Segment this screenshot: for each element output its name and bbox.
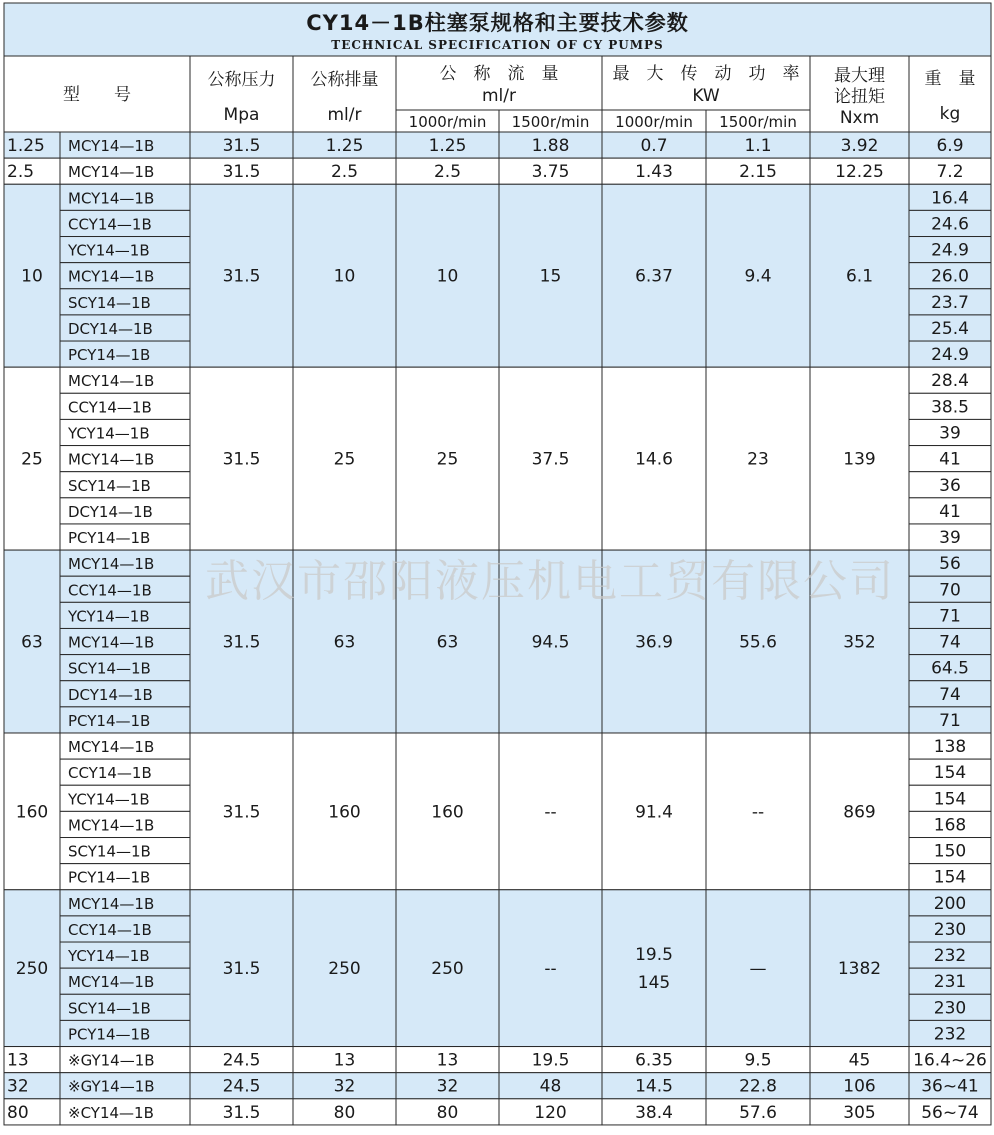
model-name: CCY14—1B bbox=[68, 764, 152, 783]
displacement-value: 1.25 bbox=[325, 136, 364, 157]
displacement-value: 13 bbox=[333, 1050, 356, 1071]
size-value: 80 bbox=[7, 1102, 29, 1123]
size-value: 13 bbox=[7, 1050, 29, 1071]
weight-value: 64.5 bbox=[931, 658, 969, 679]
table-body bbox=[4, 132, 991, 1125]
weight-value: 230 bbox=[933, 998, 967, 1019]
flow-1500-value: 48 bbox=[539, 1076, 562, 1097]
header-flow-1000: 1000r/min bbox=[408, 113, 487, 131]
model-name: MCY14—1B bbox=[68, 555, 155, 574]
torque-value: 6.1 bbox=[845, 266, 874, 287]
pressure-value: 31.5 bbox=[222, 449, 261, 470]
weight-value: 6.9 bbox=[936, 136, 964, 157]
torque-value: 12.25 bbox=[835, 162, 884, 183]
displacement-value: 32 bbox=[333, 1076, 356, 1097]
model-name: YCY14—1B bbox=[68, 947, 150, 966]
power-1500-value: 9.5 bbox=[744, 1050, 772, 1071]
torque-value: 352 bbox=[843, 632, 876, 653]
weight-value: 231 bbox=[933, 972, 967, 993]
pressure-value: 31.5 bbox=[222, 632, 261, 653]
weight-value: 41 bbox=[939, 449, 961, 470]
flow-1000-value: 13 bbox=[436, 1050, 459, 1071]
table-header bbox=[4, 56, 991, 132]
power-1000-value: 1.43 bbox=[635, 162, 673, 183]
power-1000-value-2: 145 bbox=[637, 973, 671, 994]
weight-value: 39 bbox=[939, 528, 961, 549]
weight-value: 56~74 bbox=[921, 1102, 979, 1123]
size-value: 1.25 bbox=[7, 136, 45, 157]
flow-1000-value: 32 bbox=[436, 1076, 459, 1097]
weight-value: 230 bbox=[933, 919, 967, 940]
model-name: ※GY14—1B bbox=[68, 1077, 155, 1096]
model-name: DCY14—1B bbox=[68, 502, 153, 521]
weight-value: 25.4 bbox=[931, 318, 969, 339]
weight-value: 16.4 bbox=[931, 188, 969, 209]
torque-value: 3.92 bbox=[840, 136, 879, 157]
header-torque-line1: 最大理 bbox=[834, 66, 885, 86]
header-torque-line2: 论扭矩 bbox=[834, 87, 885, 107]
model-name: MCY14—1B bbox=[68, 816, 155, 835]
size-value: 25 bbox=[21, 449, 43, 470]
header-displacement-unit: ml/r bbox=[327, 105, 362, 125]
model-name: MCY14—1B bbox=[68, 189, 155, 208]
model-name: MCY14—1B bbox=[68, 163, 155, 182]
weight-value: 16.4~26 bbox=[913, 1050, 987, 1071]
pressure-value: 31.5 bbox=[222, 959, 261, 980]
header-flow-1500: 1500r/min bbox=[511, 113, 590, 131]
model-name: CCY14—1B bbox=[68, 215, 152, 234]
flow-1500-value: -- bbox=[544, 959, 557, 980]
power-1500-value: 1.1 bbox=[744, 136, 772, 157]
weight-value: 150 bbox=[933, 841, 967, 862]
weight-value: 41 bbox=[939, 501, 961, 522]
power-1000-value: 0.7 bbox=[640, 136, 668, 157]
model-name: CCY14—1B bbox=[68, 920, 152, 939]
model-name: YCY14—1B bbox=[68, 607, 150, 626]
torque-value: 106 bbox=[843, 1076, 876, 1097]
pressure-value: 31.5 bbox=[222, 1102, 261, 1123]
power-1000-cell bbox=[602, 890, 706, 1047]
model-name: CCY14—1B bbox=[68, 398, 152, 417]
weight-value: 24.9 bbox=[931, 345, 969, 366]
size-value: 2.5 bbox=[7, 162, 35, 183]
pressure-value: 31.5 bbox=[222, 266, 261, 287]
header-power-1500: 1500r/min bbox=[719, 113, 797, 131]
torque-value: 1382 bbox=[837, 959, 882, 980]
model-name: YCY14—1B bbox=[68, 241, 150, 260]
power-1500-value: 22.8 bbox=[739, 1076, 777, 1097]
displacement-value: 25 bbox=[333, 449, 356, 470]
weight-value: 71 bbox=[939, 710, 961, 731]
weight-value: 232 bbox=[933, 1024, 967, 1045]
power-1000-value: 91.4 bbox=[635, 802, 673, 823]
model-name: PCY14—1B bbox=[68, 711, 151, 730]
weight-value: 154 bbox=[933, 789, 967, 810]
weight-value: 74 bbox=[939, 632, 961, 653]
header-model: 型 号 bbox=[63, 85, 131, 105]
displacement-value: 250 bbox=[328, 959, 361, 980]
flow-1000-value: 63 bbox=[436, 632, 459, 653]
model-name: MCY14—1B bbox=[68, 894, 155, 913]
power-1000-value: 14.5 bbox=[635, 1076, 673, 1097]
torque-value: 305 bbox=[843, 1102, 876, 1123]
flow-1500-value: 120 bbox=[534, 1102, 567, 1123]
flow-1000-value: 250 bbox=[431, 959, 464, 980]
power-1000-value: 19.5 bbox=[635, 945, 673, 966]
displacement-value: 160 bbox=[328, 802, 361, 823]
weight-value: 28.4 bbox=[931, 371, 969, 392]
header-torque-unit: Nxm bbox=[839, 108, 880, 128]
model-name: SCY14—1B bbox=[68, 659, 151, 678]
weight-value: 23.7 bbox=[931, 292, 969, 313]
table-subtitle: TECHNICAL SPECIFICATION OF CY PUMPS bbox=[331, 38, 664, 52]
pressure-value: 31.5 bbox=[222, 162, 261, 183]
header-power: 最 大 传 动 功 率 bbox=[612, 64, 800, 84]
weight-value: 138 bbox=[933, 737, 967, 758]
model-name: MCY14—1B bbox=[68, 973, 155, 992]
model-name: MCY14—1B bbox=[68, 372, 155, 391]
power-1500-value: — bbox=[749, 959, 767, 980]
size-value: 160 bbox=[15, 802, 49, 823]
model-name: YCY14—1B bbox=[68, 790, 150, 809]
header-pressure-unit: Mpa bbox=[223, 105, 260, 125]
table-title: CY14－1B柱塞泵规格和主要技术参数 bbox=[306, 11, 689, 35]
weight-value: 168 bbox=[933, 815, 967, 836]
size-value: 63 bbox=[21, 632, 43, 653]
displacement-value: 80 bbox=[333, 1102, 356, 1123]
flow-1500-value: 1.88 bbox=[531, 136, 570, 157]
model-name: MCY14—1B bbox=[68, 267, 155, 286]
header-flow: 公 称 流 量 bbox=[439, 64, 559, 84]
pressure-value: 31.5 bbox=[222, 136, 261, 157]
model-name: PCY14—1B bbox=[68, 1025, 151, 1044]
pressure-value: 24.5 bbox=[222, 1076, 261, 1097]
size-value: 10 bbox=[21, 266, 43, 287]
displacement-value: 2.5 bbox=[330, 162, 359, 183]
power-1000-value: 38.4 bbox=[635, 1102, 673, 1123]
model-name: MCY14—1B bbox=[68, 137, 155, 156]
power-1500-value: 55.6 bbox=[739, 632, 777, 653]
weight-value: 39 bbox=[939, 423, 961, 444]
model-name: SCY14—1B bbox=[68, 476, 151, 495]
power-1000-value: 14.6 bbox=[635, 449, 673, 470]
model-name: SCY14—1B bbox=[68, 842, 151, 861]
size-value: 32 bbox=[7, 1076, 29, 1097]
flow-1500-value: 19.5 bbox=[531, 1050, 570, 1071]
model-name: MCY14—1B bbox=[68, 633, 155, 652]
torque-value: 45 bbox=[848, 1050, 871, 1071]
flow-1000-value: 10 bbox=[436, 266, 459, 287]
flow-1000-value: 80 bbox=[436, 1102, 459, 1123]
weight-value: 24.6 bbox=[931, 214, 969, 235]
flow-1000-value: 2.5 bbox=[433, 162, 462, 183]
header-weight: 重 量 bbox=[924, 69, 976, 89]
flow-1000-value: 25 bbox=[436, 449, 459, 470]
model-name: MCY14—1B bbox=[68, 738, 155, 757]
model-name: CCY14—1B bbox=[68, 581, 152, 600]
displacement-value: 63 bbox=[333, 632, 356, 653]
company-watermark: 武汉市邵阳液压机电工贸有限公司 bbox=[205, 556, 895, 607]
weight-value: 71 bbox=[939, 606, 961, 627]
model-name: ※GY14—1B bbox=[68, 1051, 155, 1070]
displacement-value: 10 bbox=[333, 266, 356, 287]
flow-1500-value: 3.75 bbox=[531, 162, 570, 183]
power-1000-value: 36.9 bbox=[635, 632, 673, 653]
model-name: SCY14—1B bbox=[68, 293, 151, 312]
weight-value: 26.0 bbox=[931, 266, 969, 287]
weight-value: 154 bbox=[933, 763, 967, 784]
weight-value: 74 bbox=[939, 684, 961, 705]
header-weight-unit: kg bbox=[939, 104, 961, 124]
weight-value: 36~41 bbox=[921, 1076, 979, 1097]
header-flow-unit: ml/r bbox=[482, 86, 516, 106]
weight-value: 38.5 bbox=[931, 397, 969, 418]
model-name: PCY14—1B bbox=[68, 868, 151, 887]
power-1500-value: 2.15 bbox=[739, 162, 777, 183]
header-power-1000: 1000r/min bbox=[615, 113, 693, 131]
weight-value: 36 bbox=[939, 475, 961, 496]
header-power-unit: KW bbox=[692, 86, 720, 106]
power-1500-value: -- bbox=[751, 802, 765, 823]
flow-1500-value: 94.5 bbox=[531, 632, 570, 653]
torque-value: 869 bbox=[843, 802, 876, 823]
header-displacement: 公称排量 bbox=[310, 70, 379, 90]
model-name: ※CY14—1B bbox=[68, 1103, 154, 1122]
model-name: DCY14—1B bbox=[68, 319, 153, 338]
weight-value: 70 bbox=[939, 580, 961, 601]
power-1000-value: 6.37 bbox=[635, 266, 673, 287]
weight-value: 56 bbox=[939, 554, 961, 575]
flow-1500-value: 37.5 bbox=[531, 449, 570, 470]
weight-value: 232 bbox=[933, 946, 967, 967]
flow-1500-value: 15 bbox=[539, 266, 562, 287]
model-name: MCY14—1B bbox=[68, 450, 155, 469]
torque-value: 139 bbox=[843, 449, 876, 470]
pressure-value: 24.5 bbox=[222, 1050, 261, 1071]
power-1500-value: 9.4 bbox=[744, 266, 772, 287]
weight-value: 200 bbox=[933, 893, 967, 914]
model-name: PCY14—1B bbox=[68, 346, 151, 365]
flow-1000-value: 160 bbox=[431, 802, 464, 823]
power-1500-value: 57.6 bbox=[739, 1102, 777, 1123]
weight-value: 24.9 bbox=[931, 240, 969, 261]
weight-value: 154 bbox=[933, 867, 967, 888]
model-name: YCY14—1B bbox=[68, 424, 150, 443]
header-pressure: 公称压力 bbox=[207, 70, 276, 90]
pressure-value: 31.5 bbox=[222, 802, 261, 823]
power-1500-value: 23 bbox=[747, 449, 769, 470]
flow-1500-value: -- bbox=[544, 802, 557, 823]
model-name: PCY14—1B bbox=[68, 529, 151, 548]
weight-value: 7.2 bbox=[936, 162, 964, 183]
flow-1000-value: 1.25 bbox=[428, 136, 467, 157]
power-1000-value: 6.35 bbox=[635, 1050, 673, 1071]
model-name: SCY14—1B bbox=[68, 999, 151, 1018]
model-name: DCY14—1B bbox=[68, 685, 153, 704]
size-value: 250 bbox=[15, 959, 49, 980]
